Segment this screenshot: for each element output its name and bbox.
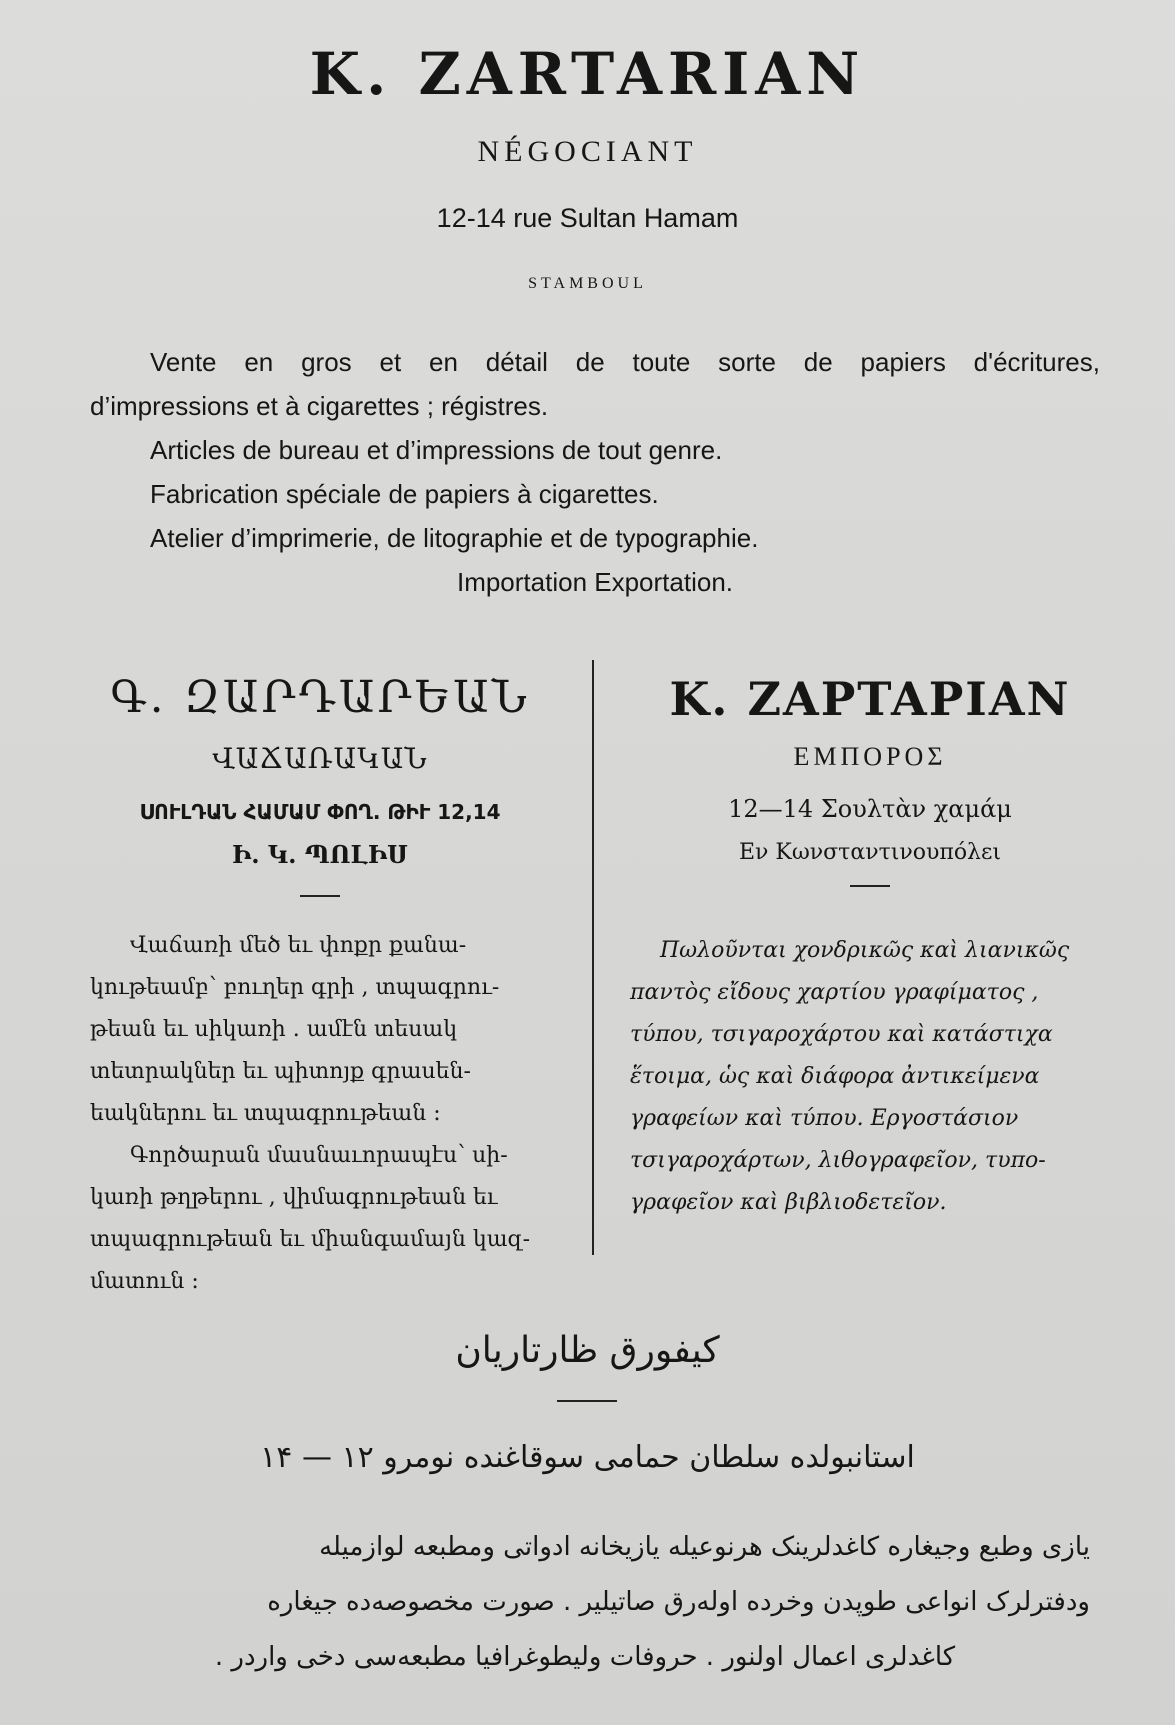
armenian-city: Ի. Կ. ՊՈԼԻՍ [231,840,409,869]
greek-city: Εν Κωνσταντινουπόλει [738,840,1002,865]
french-line: d’impressions et à cigarettes ; régistres. [90,391,549,421]
greek-address: 12—14 Σουλτὰν χαμάμ [728,795,1012,823]
armenian-description [90,925,560,1303]
armenian-line: եակներու եւ տպագրութեան : [90,1101,441,1126]
armenian-address: ՍՈՒԼԴԱՆ ՀԱՄԱՄ ՓՈՂ. ԹԻՒ 12,14 [139,800,501,824]
greek-line: τύπου, τσιγαροχάρτου καὶ κατάστιχα [630,1022,1053,1047]
french-line: Vente en gros et en détail de toute sorte de papiers d'écritures, [150,347,1100,377]
french-line: Fabrication spéciale de papiers à cigarettes. [150,479,659,509]
ottoman-rule [557,1400,617,1402]
french-line: Atelier d’imprimerie, de litographie et de typographie. [150,523,759,553]
ottoman-line: کاغدلری اعمال اولنور . حروفات ولیطوغرافیا مطبعه‌سی دخی واردر . [214,1642,956,1672]
greek-line: γραφεῖον καὶ βιβλιοδετεῖον. [630,1190,947,1215]
french-line: Articles de bureau et d’impressions de tout genre. [150,435,723,465]
ottoman-address: استانبولده سلطان حمامی سوقاغنده نومرو ۱۲ — ۱۴ [260,1440,915,1475]
greek-line: ἕτοιμα, ὡς καὶ διάφορα ἀντικείμενα [630,1064,1040,1089]
greek-line: τσιγαροχάρτων, λιθογραφεῖον, τυπο- [630,1148,1046,1173]
greek-line: γραφείων καὶ τύπου. Εργοστάσιον [630,1106,1019,1131]
armenian-line: տետրակներ եւ պիտոյք գրասեն- [90,1059,471,1084]
french-line: Importation Exportation. [456,567,734,597]
armenian-line: թեան եւ սիկառի . ամէն տեսակ [90,1017,458,1042]
armenian-line: կառի թղթերու , վիմագրութեան եւ [90,1185,498,1210]
ottoman-title: کیفورق ظارتاریان [455,1330,720,1371]
french-address: 12-14 rue Sultan Hamam [436,203,739,233]
french-title: K. ZARTARIAN [309,40,866,108]
french-subtitle: NÉGOCIANT [477,135,698,168]
ottoman-line: یازی وطبع وجیغاره کاغدلرینک هرنوعیله یازیخانه ادواتی ومطبعه لوازمیله [319,1532,1090,1562]
armenian-line: Վաճառի մեծ եւ փոքր քանա- [130,933,467,958]
greek-line: Πωλοῦνται χονδρικῶς καὶ λιανικῶς [660,938,1070,963]
ottoman-line: ودفترلرک انواعی طوپدن وخرده اوله‌رق صاتیلیر . صورت مخصوصه‌ده جیغاره [267,1587,1090,1617]
armenian-subtitle: ՎԱՃԱՌԱԿԱՆ [212,742,428,775]
greek-title: K. ZAPTAPIAN [669,672,1071,726]
armenian-line: կութեամբ՝ բուղեր գրի , տպագրու- [90,975,500,1000]
armenian-rule [300,895,340,897]
armenian-line: տպագրութեան եւ միանգամայն կազ- [90,1227,531,1252]
ottoman-description [80,1520,1090,1685]
column-divider [592,660,594,1255]
french-description [90,340,1100,604]
greek-description [630,930,1090,1224]
armenian-title: Գ. ԶԱՐԴԱՐԵԱՆ [110,672,530,723]
greek-rule [850,885,890,887]
greek-line: παντὸς εἴδους χαρτίου γραφίματος , [630,980,1039,1005]
french-city: STAMBOUL [528,275,647,292]
armenian-line: մատուն : [90,1269,199,1294]
greek-subtitle: ΕΜΠΟΡΟΣ [793,742,947,771]
armenian-line: Գործարան մասնաւորապէս՝ սի- [130,1143,508,1168]
